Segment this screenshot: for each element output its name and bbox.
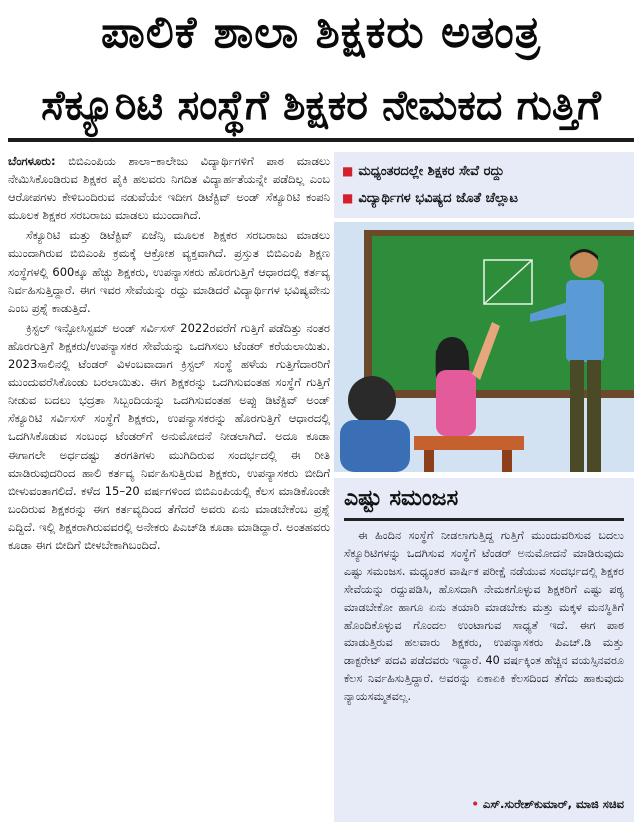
article-paragraph-2: ಸೆಕ್ಯೂರಿಟಿ ಮತ್ತು ಡಿಟೆಕ್ಟಿವ್ ಏಜೆನ್ಸಿ ಮೂಲಕ ಶಿಕ್ಷಕರ ಸರಬರಾಜು ಮಾಡಲು ಮುಂದಾಗಿರುವ ಬಿಬಿಎಂಪಿ ಕ್ರಮಕ್ಕೆ ಆಕ್ರೋಶ ವ್ಯಕ್ತವಾಗಿದೆ. ಪ್ರಸ್ತುತ ಬಿಬಿಎಂಪಿ ಶಿಕ್ಷಣ ಸಂಸ್ಥೆಗಳಲ್ಲಿ 600ಕ್ಕೂ ಹೆಚ್ಚು ಶಿಕ್ಷಕರು, ಉಪನ್ಯಾಸಕರು ಹೊರಗುತ್ತಿಗೆ ಆಧಾರದಲ್ಲಿ ಕರ್ತವ್ಯ ನಿರ್ವಹಿಸುತ್ತಿದ್ದಾರೆ. ಈಗ ಇವರ ಸೇವೆಯನ್ನು ರದ್ದು ಮಾಡಿದರೆ ವಿದ್ಯಾರ್ಥಿಗಳ ಭವಿಷ್ಯವೇನು ಎಂಬ ಪ್ರಶ್ನೆ ಕಾಡುತ್ತಿದೆ. bbox=[8, 228, 330, 315]
headline-line-1: ಪಾಲಿಕೆ ಶಾಲಾ ಶಿಕ್ಷಕರು ಅತಂತ್ರ bbox=[101, 7, 541, 58]
teacher-shirt bbox=[566, 280, 604, 362]
desk-leg bbox=[424, 450, 434, 472]
byline-text: ಎಸ್.ಸುರೇಶ್‌ಕುಮಾರ್, ಮಾಜಿ ಸಚಿವ bbox=[482, 797, 624, 811]
highlight-item bbox=[342, 158, 626, 185]
classroom-image bbox=[334, 222, 634, 472]
opinion-title: ಎಷ್ಟು ಸಮಂಜಸ bbox=[344, 484, 624, 521]
square-bullet-icon: ■ bbox=[342, 164, 354, 178]
opinion-box bbox=[334, 478, 634, 822]
article-paragraph-3: ಕ್ರಿಸ್ಟಲ್ ಇನ್ಫೋಸಿಸ್ಟಮ್ ಅಂಡ್ ಸರ್ವಿಸಸ್ 2022ರವರೆಗೆ ಗುತ್ತಿಗೆ ಪಡೆದಿತ್ತು ನಂತರ ಹೊರಗುತ್ತಿಗೆ ಶಿಕ್ಷಕರು/ಉಪನ್ಯಾಸಕರ ಸೇವೆಯನ್ನು ಒದಗಿಸಲು ಟೆಂಡರ್ ಕರೆಯಲಾಯಿತು. 2023ಸಾಲಿನಲ್ಲಿ ಟೆಂಡರ್ ವಿಳಂಬವಾದಾಗ ಕ್ರಿಸ್ಟಲ್ ಸಂಸ್ಥೆ ಹಳೆಯ ಗುತ್ತಿಗೆದಾರರಿಗೆ ಮುಂದುವರೆಸಿಕೊಂಡು ಬರಲಾಯಿತು. ಈಗ ಶಿಕ್ಷಕರನ್ನು ಒದಗಿಸುವಂತಹ ಸಂಸ್ಥೆಗೆ ಗುತ್ತಿಗೆ ನೀಡುವ ಬದಲು ಭದ್ರತಾ ಸಿಬ್ಬಂದಿಯನ್ನು ಒದಗಿಸುವಂತಹ ಅಪ್ಪು ಡಿಟೆಕ್ಟಿವ್ ಅಂಡ್ ಸೆಕ್ಯೂರಿಟಿ ಸರ್ವಿಸಸ್ ಸಂಸ್ಥೆಗೆ ಶಿಕ್ಷಕರು, ಉಪನ್ಯಾಸಕರನ್ನು ಹೊರಗುತ್ತಿಗೆ ಆಧಾರದಲ್ಲಿ ಒದಗಿಸಿಕೊಡುವ ಸಂಬಂಧ ಟೆಂಡರ್‌ಗೆ ಅನುಮೋದನೆ ನೀಡಲಾಗಿದೆ. ಅದೂ ಕೂಡಾ ಈಗಾಗಲೇ ಅರ್ಧದಷ್ಟು ತರಗತಿಗಳು ಮುಗಿದಿರುವ ಸಂದರ್ಭದಲ್ಲಿ ಈ ರೀತಿ ಮಾಡಿರುವುದರಿಂದ ಹಾಲಿ ಕರ್ತವ್ಯ ನಿರ್ವಹಿಸುತ್ತಿರುವ ಶಿಕ್ಷಕರು, ಉಪನ್ಯಾಸಕರು ಬೀದಿಗೆ ಬೀಳುವಂತಾಗಲಿದೆ. ಕಳೆದ 15–20 ವರ್ಷಗಳಿಂದ ಬಿಬಿಎಂಪಿಯಲ್ಲಿ ಕೆಲಸ ಮಾಡಿಕೊಂಡೇ ಬಂದಿರುವ ಶಿಕ್ಷಕರನ್ನು ಈಗ ಕರ್ತವ್ಯದಿಂದ ತೆಗೆದರೆ ಅವರು ಏನು ಮಾಡಬೇಕೆಂಬ ಪ್ರಶ್ನೆ ಎದ್ದಿದೆ. ಇಲ್ಲಿ ಶಿಕ್ಷಕರಾಗಿರುವವರಲ್ಲಿ ಅನೇಕರು ಪಿಎಚ್‌ಡಿ ಕೂಡಾ ಮಾಡಿದ್ದಾರೆ. ಅಂತಹವರು ಕೂಡಾ ಈಗ ಬೀದಿಗೆ ಬೀಳಬೇಕಾಗಿಬಂದಿದೆ. bbox=[8, 320, 330, 552]
highlight-text-1: ಮಧ್ಯಂತರದಲ್ಲೇ ಶಿಕ್ಷಕರ ಸೇವೆ ರದ್ದು bbox=[358, 164, 505, 179]
article-paragraph-1 bbox=[8, 152, 330, 224]
dateline: ಬೆಂಗಳೂರು: bbox=[8, 154, 56, 168]
teacher-leg-left bbox=[570, 360, 584, 472]
student-dress bbox=[436, 370, 476, 436]
highlight-text-2: ವಿದ್ಯಾರ್ಥಿಗಳ ಭವಿಷ್ಯದ ಜೊತೆ ಚೆಲ್ಲಾಟ bbox=[358, 191, 519, 206]
student-foreground-head bbox=[348, 376, 396, 424]
desk-leg bbox=[502, 450, 512, 472]
article-paragraph-1-text: ಬಿಬಿಎಂಪಿಯ ಶಾಲಾ–ಕಾಲೇಜು ವಿದ್ಯಾರ್ಥಿಗಳಿಗೆ ಪಾಠ ಮಾಡಲು ನೇಮಿಸಿಕೊಂಡಿರುವ ಶಿಕ್ಷಕರ ಪೈಕಿ ಹಲವರು ನಿಗದಿತ ವಿದ್ಯಾರ್ಹತೆಯನ್ನೇ ಪಡೆದಿಲ್ಲ ಎಂಬ ಆರೋಪಗಳು ಕೇಳಿಬಂದಿರುವ ನಡುವೆಯೇ ಇದೀಗ ಡಿಟೆಕ್ಟಿವ್ ಅಂಡ್ ಸೆಕ್ಯೂರಿಟಿ ಕಂಪನಿ ಮೂಲಕ ಶಿಕ್ಷಕರ ಸರಬರಾಜು ಮಾಡಲು ಮುಂದಾಗಿದೆ. bbox=[8, 154, 330, 223]
desk-top bbox=[414, 436, 524, 450]
article-body bbox=[8, 152, 330, 832]
highlights-box bbox=[334, 152, 634, 218]
bullet-icon: • bbox=[471, 797, 479, 811]
opinion-byline bbox=[344, 797, 624, 812]
classroom-illustration bbox=[334, 222, 634, 472]
square-bullet-icon: ■ bbox=[342, 191, 354, 205]
teacher-leg-right bbox=[587, 360, 601, 472]
student-foreground-body bbox=[340, 420, 410, 472]
highlight-item bbox=[342, 185, 626, 212]
headline-line-2: ಸೆಕ್ಯೂರಿಟಿ ಸಂಸ್ಥೆಗೆ ಶಿಕ್ಷಕರ ನೇಮಕದ ಗುತ್ತಿಗೆ bbox=[8, 68, 634, 142]
opinion-body: ಈ ಹಿಂದಿನ ಸಂಸ್ಥೆಗೆ ನೀಡಲಾಗುತ್ತಿದ್ದ ಗುತ್ತಿಗೆ ಮುಂದುವರಿಸುವ ಬದಲು ಸೆಕ್ಯೂರಿಟಿಗಳನ್ನು ಒದಗಿಸುವ ಸಂಸ್ಥೆಗೆ ಟೆಂಡರ್ ಅನುಮೋದನೆ ಮಾಡಿರುವುದು ಎಷ್ಟು ಸಮಂಜಸ. ಮಧ್ಯಂತರ ವಾರ್ಷಿಕ ಪರೀಕ್ಷೆ ನಡೆಯುವ ಸಂದರ್ಭದಲ್ಲಿ ಶಿಕ್ಷಕರ ಸೇವೆಯನ್ನು ರದ್ದುಪಡಿಸಿ, ಹೊಸದಾಗಿ ನೇಮಕಗೊಳ್ಳುವ ಶಿಕ್ಷಕರಿಗೆ ಎಷ್ಟು ಪಠ್ಯ ಮಾಡಬೇಕೋ ಹಾಗೂ ಏನು ತಯಾರಿ ಮಾಡಬೇಕು ಮತ್ತು ಮಕ್ಕಳ ಮನಸ್ಥಿತಿಗೆ ಹೊಂದಿಕೊಳ್ಳುವ ಗೊಂದಲ ಉಂಟಾಗುವ ಸಾಧ್ಯತೆ ಇದೆ. ಈಗ ಪಾಠ ಮಾಡುತ್ತಿರುವ ಹಲವಾರು ಶಿಕ್ಷಕರು, ಉಪನ್ಯಾಸಕರು ಪಿಎಚ್.ಡಿ ಮತ್ತು ಡಾಕ್ಟರೇಟ್ ಪದವಿ ಪಡೆದವರು ಇದ್ದಾರೆ. 40 ವರ್ಷಕ್ಕಿಂತ ಹೆಚ್ಚಿನ ವಯಸ್ಸಿನವರೂ ಕೆಲಸ ನಿರ್ವಹಿಸುತ್ತಿದ್ದಾರೆ. ಅವರನ್ನು ಏಕಾಏಕಿ ಕೆಲಸದಿಂದ ತೆಗೆದು ಹಾಕುವುದು ನ್ಯಾಯಸಮ್ಮತವಲ್ಲ. bbox=[344, 529, 624, 704]
